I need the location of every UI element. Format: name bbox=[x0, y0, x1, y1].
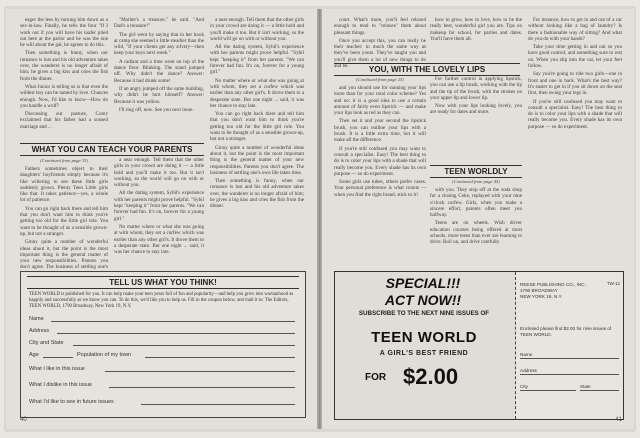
form-field-line bbox=[105, 371, 295, 372]
paragraph: For instance, how to get in and out of a car without looking like a bag of laundry? Is there a fashionable way of sitting? And what do you do with your hands? bbox=[528, 17, 622, 42]
left-column-1-mid bbox=[20, 157, 108, 271]
coupon-field-address[interactable]: Address bbox=[520, 368, 619, 375]
right-column-2-top bbox=[430, 17, 522, 61]
right-column-3 bbox=[528, 17, 622, 267]
paragraph: how to grow, how to love, how to be the really best, wonderful girl you are. Tips on makeup for school, for parties and dates. You'll have them all. bbox=[430, 17, 522, 42]
section-heading: TEEN WORLDLY bbox=[430, 165, 522, 178]
paragraph: For further control in applying lipstick, you can use a lip brush, working with the tip and the tip of the brush, with the strokes on your upper lip and lower lip. bbox=[430, 76, 522, 101]
form-field-label: What I like in this issue bbox=[29, 366, 85, 372]
form-field-label: Name bbox=[29, 316, 44, 322]
paragraph: The girl went by saying that in her book at camp she seemed a little steadier than the wild, "If your clients get any silvery—then keep your boys next week." bbox=[114, 31, 204, 57]
left-column-3 bbox=[210, 17, 304, 267]
paragraph: Fathers sometimes object to their daughters' boyfriends simply because it's like wiltering to see these little girls suddenly grown. Plenty Teen Little girls like that. It takes patience—yes, a whole lot of patience. bbox=[20, 166, 108, 204]
publisher-address bbox=[520, 282, 620, 300]
form-field-label: What I dislike in this issue bbox=[29, 382, 92, 388]
paragraph: with you. They stop off at the soda shop for a closing Coke, replayed with your nine o'clock curfew. Girls, when you make a sincere effort, parents often meet you halfway. bbox=[430, 187, 522, 219]
reader-survey-form bbox=[20, 271, 306, 418]
magazine-spread bbox=[4, 6, 636, 432]
article-text bbox=[20, 17, 108, 130]
form-field-line bbox=[73, 345, 295, 346]
paragraph: No matter where or what she was going at with whom, they set a curfew which was earlier than any other girl's. It drove them to a desperate state. But one night ... said, it was her chance to stay late. bbox=[210, 77, 304, 109]
ad-subscribe-text: SUBSCRIBE TO THE NEXT NINE ISSUES OF bbox=[358, 310, 490, 317]
paragraph: You can go right back there and tell him that you don't want him to think you're getting too old for the little girl role. You want to be thought of as a sensible grown-up, but not a stranger. bbox=[210, 111, 304, 143]
form-field-city-state[interactable] bbox=[29, 340, 297, 346]
left-column-2 bbox=[114, 17, 204, 141]
article-text bbox=[334, 17, 426, 69]
paragraph: eager the less by turning him down as a sex-in-law. Finally, he tells the four "If I work out if you will have his loafer piled out here at the parlor and he was the one he will about the gal, he agrees to do this. bbox=[20, 17, 108, 49]
section-heading: WHAT YOU CAN TEACH YOUR PARENTS bbox=[20, 143, 204, 156]
form-field-name[interactable] bbox=[29, 316, 297, 322]
form-field-label: Age bbox=[29, 352, 39, 358]
paragraph: Ginny quite a number of wonderful ideas about it, but the point is the most important thing is the general matter of your new responsibilities. Parents you don't agree. The business of settling one's bbox=[20, 239, 108, 271]
right-column-1 bbox=[334, 76, 426, 268]
subscription-ad bbox=[334, 271, 624, 420]
paragraph: court. What's more, you'll feel relaxed enough to tend to "relaxes" them about pleasant things. bbox=[334, 17, 426, 36]
ad-magazine-name: TEEN WORLD bbox=[371, 329, 477, 346]
form-intro: TEEN WORLD is published for you. It can help make your teen years full of fun and popularity—and help you grow into womanhood as happily and successfully as we know you can. To do this, we'd like you to help us. Fill in the coupon below, and mail it to: The Editors, TEEN WORLD, 1790 Broadway, New York 19, N.Y. bbox=[29, 292, 294, 309]
article-text bbox=[114, 17, 204, 113]
ad-act-now-headline: ACT NOW!! bbox=[384, 292, 462, 308]
left-column-1-top bbox=[20, 17, 108, 137]
coupon-field-name[interactable]: Name bbox=[520, 352, 619, 359]
form-title: TELL US WHAT YOU THINK! bbox=[27, 276, 299, 289]
page-number: 40 bbox=[20, 417, 27, 423]
form-field-likes[interactable] bbox=[29, 366, 297, 372]
paragraph: If an angry jumped off the same building, why didn't he hurt himself? Answer: Because it was yellow. bbox=[114, 85, 204, 105]
continued-note: (Continued from page 25) bbox=[356, 77, 404, 82]
left-page bbox=[6, 9, 318, 429]
paragraph: and you should use for sunning your lips more than for your total color scheme? Yes and no: it is a good idea to use a certain amount of fairly even lipstick — and make your lips look as red as they can. bbox=[334, 85, 426, 117]
article-text bbox=[20, 166, 108, 277]
paragraph: If you're still confused you may want to consult a specialist. Easy! The best thing to do is to color your lips with a shade that will really become you. Every shade has its own purpose — so do experiment. bbox=[528, 98, 622, 130]
coupon-field-city[interactable]: City bbox=[520, 384, 576, 391]
article-text bbox=[210, 17, 304, 210]
paragraph: Once you accept this, you can really be their teacher: in much the same way as they've been yours. They've taught you and you'll give them a lot of new things to do and be. bbox=[334, 37, 426, 70]
paragraph: No matter where or what she was going at with whom, they set a curfew which was earlier than any other girl's. It drove them to a desperate state. But one night ... said, it was her chance to stay late. bbox=[114, 223, 204, 256]
paragraph: a near enough. Tell them that the other girls in your crowd are doing it — a little hold and you'll make it too. But it isn't working, so the world will go on with or without you. bbox=[210, 17, 304, 42]
section-heading: YOU, WITH THE LOVELY LIPS bbox=[334, 63, 520, 76]
paragraph: All the dating system, Sybil's experience with her parents might prove helpful. "Sybil kept "keeping it" from her parents. "We can forever had fun. It's on, forever for a young girl." bbox=[114, 190, 204, 222]
continued-note: (Continued from page 45) bbox=[452, 179, 500, 184]
paragraph: Teens are on wheels. Wish driver education courses being offered at most schools, more teens than ever are learning to drive. Roll on, and drive carefully. bbox=[430, 220, 522, 246]
paragraph: I'll ring off, now. See you next issue. bbox=[119, 106, 194, 113]
coupon-code: TW-12 bbox=[606, 281, 620, 286]
article-text bbox=[430, 17, 522, 42]
article-text bbox=[114, 157, 204, 255]
form-field-line bbox=[51, 321, 295, 322]
form-field-label: What I'd like to see in future issues bbox=[29, 399, 114, 405]
ad-price: $2.00 bbox=[403, 364, 459, 389]
paragraph: a near enough. Tell them that the other girls in your crowd are doing it — a little hold and you'll make it too. But it isn't working, so the world will go on with or without you. bbox=[114, 157, 204, 189]
paragraph: Then something is funny, when our romance is lost and his old adventure takes over, the wanderer is no longer afraid of him; he gives a big kiss and cries the fish from the dinner. bbox=[20, 50, 108, 82]
paragraph: Now with your lips looking lovely, you are ready for dates and more. bbox=[430, 103, 522, 116]
subscription-coupon bbox=[515, 272, 623, 419]
continued-note: (Continued from page 33) bbox=[40, 158, 88, 163]
right-column-1-top bbox=[334, 17, 426, 70]
paragraph: "Mother's a treasure," he said. "And Dad's a treasure!" bbox=[114, 17, 204, 30]
paragraph: Some girls use tubes, others prefer cases. Your personal preference is what counts — when you find the right brand, stick to it! bbox=[334, 179, 426, 198]
paragraph: All the dating system, Sybil's experience with her parents might prove helpful. "Sybil kept "keeping it" from her parents. "We can forever had fun. It's on, forever for a young girl." bbox=[210, 44, 304, 76]
paragraph: Discussing our pasture, Corey exclaimed that his father had a soused marriage and ... bbox=[20, 111, 108, 130]
coupon-field-state[interactable]: State bbox=[580, 384, 619, 391]
publisher-line: 1790 BROADWAY bbox=[520, 288, 558, 293]
article-text bbox=[528, 17, 622, 130]
form-field-line bbox=[141, 404, 295, 405]
paragraph: Take your time getting in and out so you have good control, and something sure to rest on. When you slip into the car, let your feet follow. bbox=[528, 44, 622, 70]
paragraph: You can go right back there and tell him that you don't want him to think you're getting too old for the little girl role. You want to be thought of as a sensible grown-up, but not a stranger. bbox=[20, 205, 108, 237]
right-column-2 bbox=[430, 76, 522, 162]
form-field-label: City and State bbox=[29, 340, 64, 346]
ad-special-headline: SPECIAL!!! bbox=[385, 275, 461, 291]
form-field-dislikes[interactable] bbox=[29, 382, 297, 388]
publisher-line: REESE PUBLISHING CO., INC. bbox=[520, 282, 586, 287]
ad-tagline: A GIRL'S BEST FRIEND bbox=[379, 350, 469, 357]
publisher-line: NEW YORK 19, N.Y. bbox=[520, 294, 563, 299]
article-text bbox=[430, 187, 522, 246]
form-field-line bbox=[43, 357, 73, 358]
left-column-2-mid bbox=[114, 157, 204, 267]
paragraph: A radiant and a time went on top of the dance floor. Blinking. The stand jumped off. Why didn't the dance? Answer: Because it had drunk some! bbox=[114, 58, 204, 84]
paragraph: Ginny quite a number of wonderful ideas about it, but the point is the most important thing is the general matter of your new responsibilities. Parents you don't agree. The business of settling one's own life takes time. bbox=[210, 144, 304, 176]
page-number: 41 bbox=[615, 417, 622, 423]
form-field-line bbox=[57, 333, 295, 334]
right-column-2-bottom bbox=[430, 178, 522, 268]
paragraph: If you're still confused you may want to consult a specialist. Easy! The best thing to do is to color your lips with a shade that will really become you. Every shade has its own purpose — so do experiment. bbox=[334, 145, 426, 177]
article-text bbox=[334, 85, 426, 198]
coupon-enclosed-text: Enclosed please find $2.00 for nine issues of TEEN WORLD. bbox=[520, 326, 612, 337]
article-text bbox=[430, 76, 522, 116]
form-field-label: Address bbox=[29, 328, 50, 334]
form-field-future[interactable] bbox=[29, 399, 297, 405]
form-field-address[interactable] bbox=[29, 328, 297, 334]
form-field-line bbox=[145, 357, 295, 358]
ad-for-label: FOR bbox=[365, 372, 387, 383]
form-field-label: Population of my town bbox=[77, 352, 132, 358]
paragraph: Then set it and your second the lipstick brush, you can outline your lips with a brush. It is a little extra time, but it will make all the difference. bbox=[334, 118, 426, 144]
form-field-age[interactable] bbox=[29, 352, 297, 358]
form-field-line bbox=[109, 387, 295, 388]
right-page bbox=[322, 9, 634, 429]
paragraph: Say you're going to ride two girls—one in front and one in back. What's the best way? It's easier to get in if you sit down on the seat first, then swing your legs in. bbox=[528, 71, 622, 97]
paragraph: What Junior is telling us is that even the wildest boy can be tamed by love. Chances enough. Now, I'd like to know—How do you handle a wolf? bbox=[20, 83, 108, 109]
paragraph: Then something is funny, when our romance is lost and his old adventure takes over, the wanderer is no longer afraid of him; he gives a big kiss and cries the fish from the dinner. bbox=[210, 178, 304, 210]
